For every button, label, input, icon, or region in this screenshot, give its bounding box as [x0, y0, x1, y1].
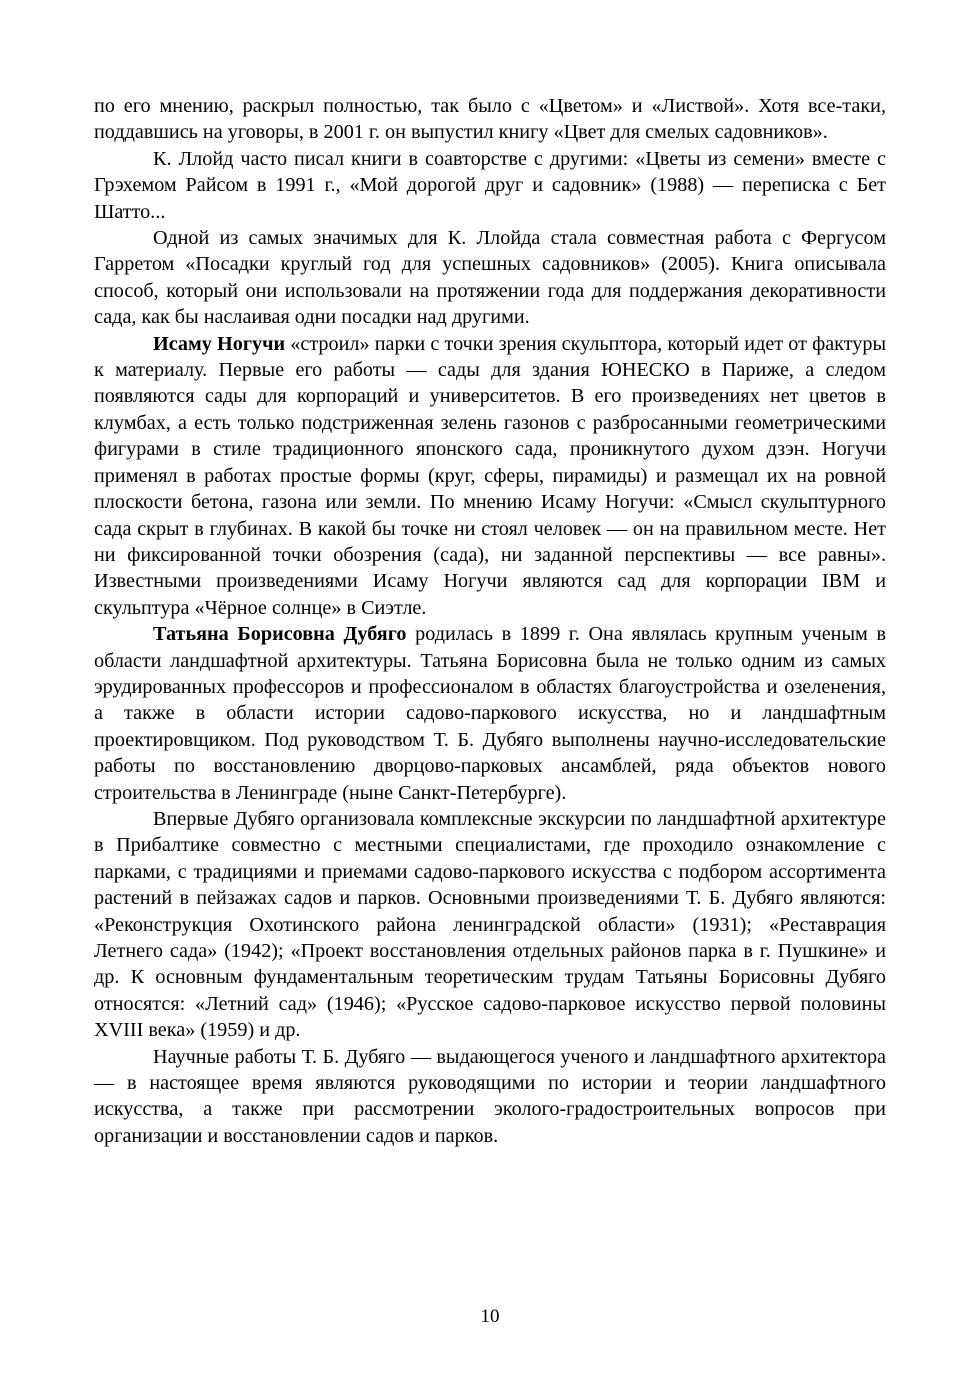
- paragraph-6: [94, 806, 886, 1044]
- paragraph-1: [94, 93, 886, 146]
- paragraph-2-text: К. Ллойд часто писал книги в соавторстве с другими: «Цветы из семени» вместе с Грэхемом Райсом в 1991 г., «Мой дорогой друг и садовник» (1988) — переписка с Бет Шатто...: [94, 147, 886, 223]
- paragraph-7-text: Научные работы Т. Б. Дубяго — выдающегося ученого и ландшафтного архитектора — в настоящее время являются руководящими по истории и теории ландшафтного искусства, а также при рассмотрении эколого-градостроительных вопросов при организации и восстановлении садов и парков.: [94, 1045, 886, 1147]
- paragraph-dubyago-text: родилась в 1899 г. Она являлась крупным ученым в области ландшафтной архитектуры. Татьяна Борисовна была не только одним из самых эрудированных профессоров и профессионалом в областях благоустройства и озеленения, а также в области истории садово-паркового искусства, но и ландшафтным проектировщиком. Под руководством Т. Б. Дубяго выполнены научно-исследовательские работы по восстановлению дворцово-парковых ансамблей, ряда объектов нового строительства в Ленинграде (ныне Санкт-Петербурге).: [94, 623, 886, 804]
- page-number: 10: [480, 1306, 500, 1327]
- paragraph-noguchi: [94, 331, 886, 621]
- paragraph-dubyago-lead: Татьяна Борисовна Дубяго: [153, 623, 407, 646]
- paragraph-3: [94, 225, 886, 331]
- paragraph-2: [94, 146, 886, 225]
- paragraph-noguchi-lead: Исаму Ногучи: [153, 332, 286, 355]
- paragraph-1-text: по его мнению, раскрыл полностью, так было с «Цветом» и «Листвой». Хотя все-таки, поддавшись на уговоры, в 2001 г. он выпустил книгу «Цвет для смелых садовников».: [94, 95, 886, 144]
- page-body: [94, 93, 886, 1149]
- paragraph-noguchi-text: «строил» парки с точки зрения скульптора, который идет от фактуры к материалу. Первые его работы — сады для здания ЮНЕСКО в Париже, а следом появляются сады для корпораций и университетов. В его произведениях нет цветов в клумбах, а есть только подстриженная зелень газонов с разбросанными геометрическими фигурами в стиле традиционного японского сада, проникнутого духом дзэн. Ногучи применял в работах простые формы (круг, сферы, пирамиды) и размещал их на ровной плоскости бетона, газона или земли. По мнению Исаму Ногучи: «Смысл скульптурного сада скрыт в глубинах. В какой бы точке ни стоял человек — он на правильном месте. Нет ни фиксированной точки обозрения (сада), ни заданной перспективы — все равны». Известными произведениями Исаму Ногучи являются сад для корпорации IBM и скульптура «Чёрное солнце» в Сиэтле.: [94, 332, 887, 619]
- paragraph-3-text: Одной из самых значимых для К. Ллойда стала совместная работа с Фергусом Гарретом «Посадки круглый год для успешных садовников» (2005). Книга описывала способ, который они использовали на протяжении года для поддержания декоративности сада, как бы наслаивая одни посадки над другими.: [94, 227, 886, 329]
- paragraph-dubyago: [94, 621, 886, 806]
- paragraph-7: [94, 1044, 886, 1150]
- paragraph-6-text: Впервые Дубяго организовала комплексные экскурсии по ландшафтной архитектуре в Прибалтике совместно с местными специалистами, где проходило ознакомление с парками, с традициями и приемами садово-паркового искусства с подбором ассортимента растений в пейзажах садов и парков. Основными произведениями Т. Б. Дубяго являются: «Реконструкция Охотинского района ленинградской области» (1931); «Реставрация Летнего сада» (1942); «Проект восстановления отдельных районов парка в г. Пушкине» и др. К основным фундаментальным теоретическим трудам Татьяны Борисовны Дубяго относятся: «Летний сад» (1946); «Русское садово-парковое искусство первой половины XVIII века» (1959) и др.: [94, 807, 886, 1042]
